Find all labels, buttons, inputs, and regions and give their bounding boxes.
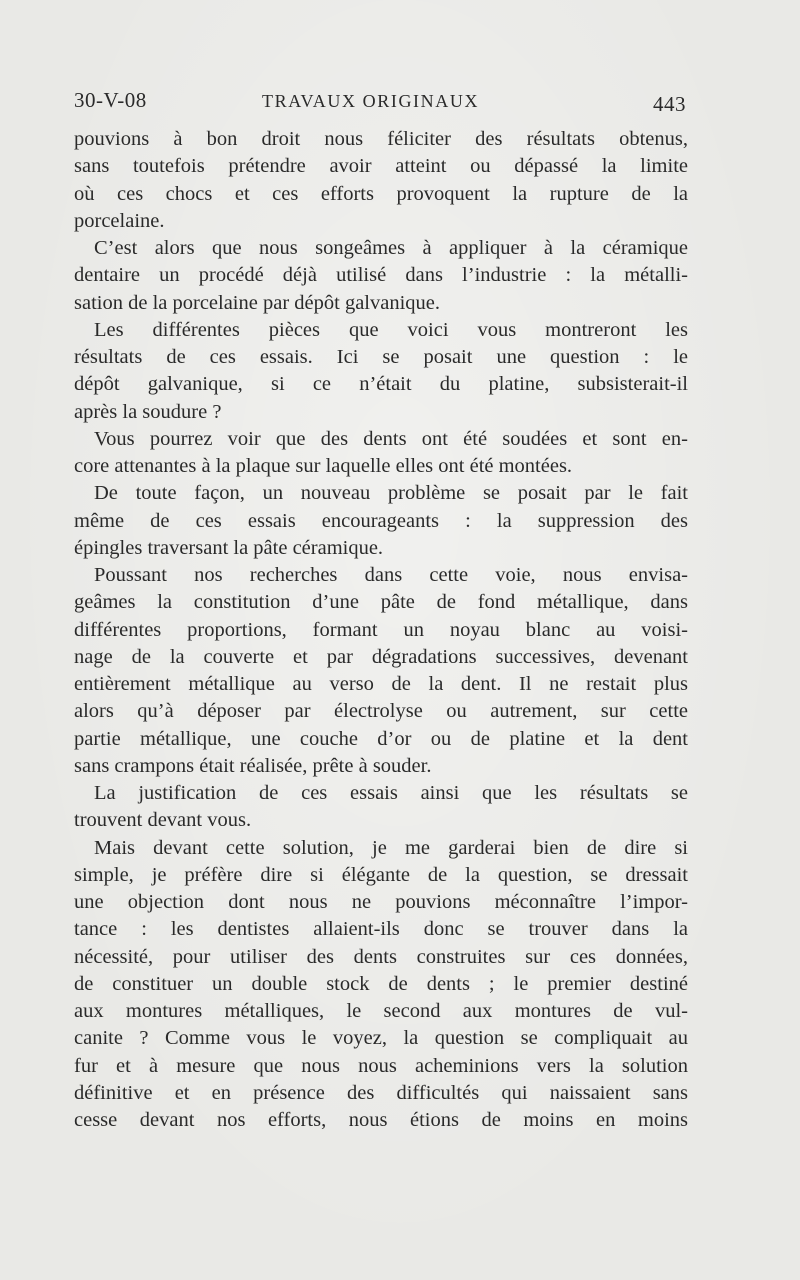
section-title: TRAVAUX ORIGINAUX (262, 91, 480, 111)
issue-date: 30-V-08 (74, 88, 147, 112)
text-line: nécessité, pour utiliser des dents construites sur ces données, (74, 945, 688, 968)
text-line: Vous pourrez voir que des dents ont été soudées et sont en- (94, 427, 688, 450)
text-line: porcelaine. (74, 209, 165, 232)
text-line: différentes proportions, formant un noyau blanc au voisi- (74, 618, 688, 641)
text-line: alors qu’à déposer par électrolyse ou autrement, sur cette (74, 700, 688, 723)
running-head (74, 88, 686, 122)
text-line: Poussant nos recherches dans cette voie, nous envisa- (94, 564, 688, 586)
text-line: sation de la porcelaine par dépôt galvanique. (74, 291, 441, 314)
text-line: partie métallique, une couche d’or ou de platine et la dent (74, 727, 688, 750)
text-line: une objection dont nous ne pouvions méconnaître l’impor- (74, 891, 688, 913)
text-line: C’est alors que nous songeâmes à appliquer à la céramique (94, 237, 688, 259)
text-line: tance : les dentistes allaient-ils donc se trouver dans la (74, 918, 688, 941)
text-line: épingles traversant la pâte céramique. (74, 536, 384, 559)
text-line: trouvent devant vous. (74, 809, 252, 832)
text-line: geâmes la constitution d’une pâte de fond métallique, dans (74, 591, 688, 614)
text-line: nage de la couverte et par dégradations successives, devenant (74, 645, 688, 668)
text-line: simple, je préfère dire si élégante de la question, se dressait (74, 863, 688, 886)
text-line: pouvions à bon droit nous féliciter des résultats obtenus, (74, 128, 688, 150)
text-line: sans crampons était réalisée, prête à souder. (74, 754, 432, 777)
text-line: De toute façon, un nouveau problème se posait par le fait (94, 482, 688, 505)
text-line: dentaire un procédé déjà utilisé dans l’industrie : la métalli- (74, 264, 688, 287)
body-text (74, 126, 688, 1134)
text-line: entièrement métallique au verso de la dent. Il ne restait plus (74, 673, 688, 695)
text-line: où ces chocs et ces efforts provoquent la rupture de la (74, 182, 688, 205)
text-line: core attenantes à la plaque sur laquelle elles ont été montées. (74, 455, 573, 477)
text-line: cesse devant nos efforts, nous étions de moins en moins (74, 1109, 688, 1131)
text-line: aux montures métalliques, le second aux montures de vul- (74, 1000, 688, 1022)
text-line: définitive et en présence des difficultés qui naissaient sans (74, 1081, 688, 1104)
text-line: dépôt galvanique, si ce n’était du platine, subsisterait-il (74, 373, 688, 396)
text-line: résultats de ces essais. Ici se posait une question : le (74, 346, 688, 368)
text-line: canite ? Comme vous le voyez, la question se compliquait au (74, 1027, 688, 1050)
text-line: après la soudure ? (74, 400, 222, 423)
page-number: 443 (653, 92, 686, 116)
text-line: sans toutefois prétendre avoir atteint ou dépassé la limite (74, 155, 688, 178)
text-line: même de ces essais encourageants : la suppression des (74, 509, 688, 532)
text-line: de constituer un double stock de dents ; le premier destiné (74, 972, 688, 995)
text-line: La justification de ces essais ainsi que les résultats se (94, 782, 688, 804)
text-line: Les différentes pièces que voici vous montreront les (94, 318, 688, 341)
text-line: Mais devant cette solution, je me garderai bien de dire si (94, 836, 688, 859)
text-line: fur et à mesure que nous nous acheminions vers la solution (74, 1054, 688, 1077)
